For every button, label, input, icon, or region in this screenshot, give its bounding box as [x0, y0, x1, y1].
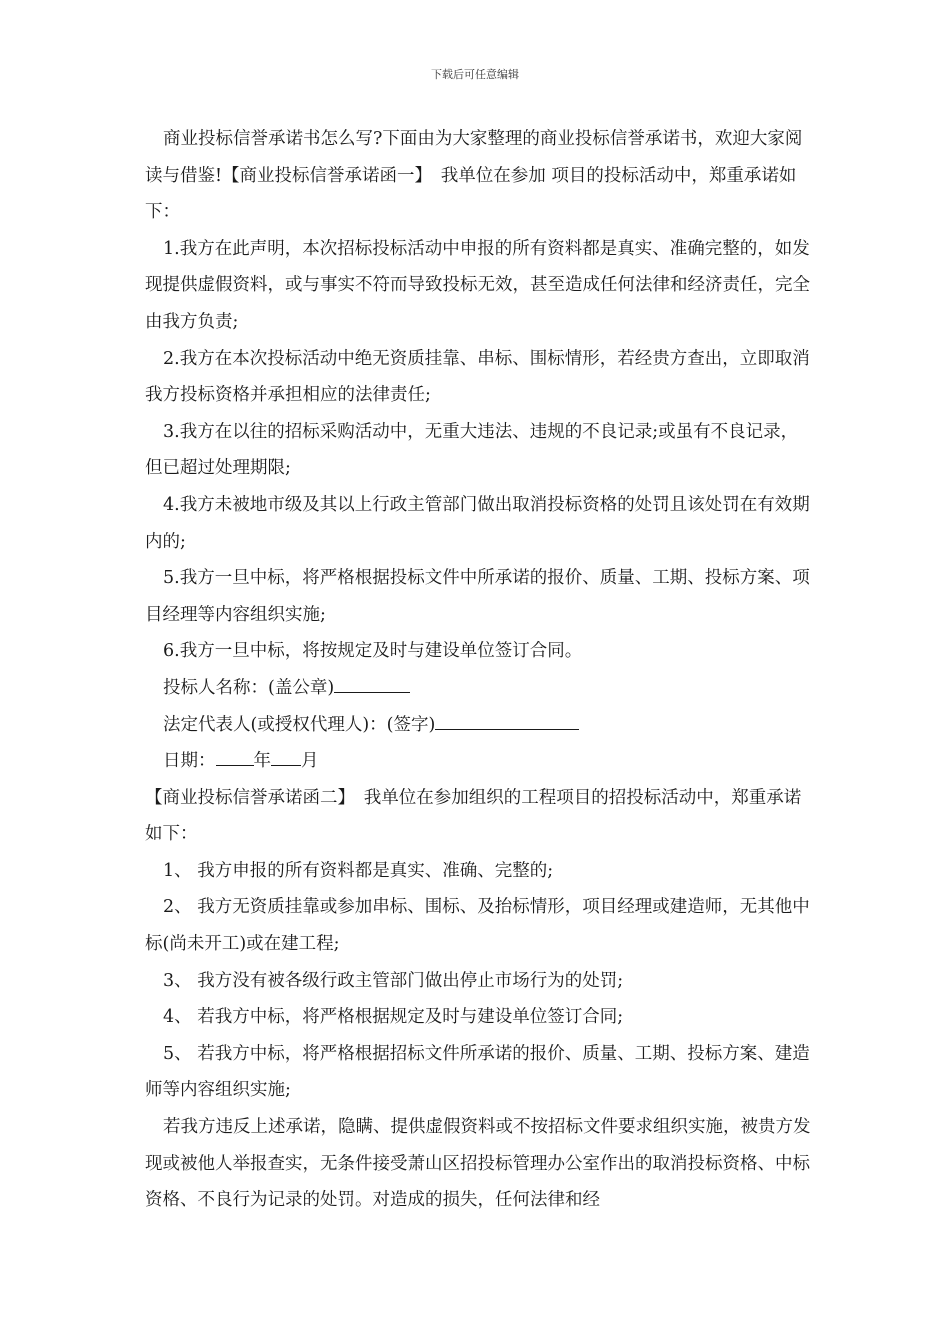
month-blank: [271, 745, 301, 766]
document-body: [145, 121, 815, 1219]
commitment-item-3: 3.我方在以往的招标采购活动中，无重大违法、违规的不良记录;或虽有不良记录，但已超过处理期限;: [145, 421, 799, 479]
commitment-item-6: 6.我方一旦中标，将按规定及时与建设单位签订合同。: [163, 641, 583, 662]
bidder-name-line: [145, 670, 815, 707]
commitment-item-5: 5.我方一旦中标，将严格根据投标文件中所承诺的报价、质量、工期、投标方案、项目经理等内容组织实施;: [145, 568, 810, 625]
date-line: [145, 743, 815, 780]
bidder-name-blank: [334, 672, 410, 693]
year-blank: [216, 745, 254, 766]
letter2-item-1: 1、 我方申报的所有资料都是真实、准确、完整的;: [163, 860, 554, 881]
commitment-item-4: 4.我方未被地市级及其以上行政主管部门做出取消投标资格的处罚且该处罚在有效期内的;: [145, 494, 810, 552]
letter2-item-5: 5、 若我方中标，将严格根据招标文件所承诺的报价、质量、工期、投标方案、建造师等内容组织实施;: [145, 1043, 810, 1101]
letter2-closing: 若我方违反上述承诺，隐瞒、提供虚假资料或不按招标文件要求组织实施，被贵方发现或被他人举报查实，无条件接受萧山区招投标管理办公室作出的取消投标资格、中标资格、不良行为记录的处罚。对造成的损失，任何法律和经: [145, 1117, 811, 1211]
page-header: 下载后可任意编辑: [431, 68, 519, 81]
legal-representative-label: 法定代表人(或授权代理人)：(签字): [163, 714, 436, 735]
intro-paragraph: 商业投标信誉承诺书怎么写?下面由为大家整理的商业投标信誉承诺书，欢迎大家阅读与借鉴!【商业投标信誉承诺函一】 我单位在参加 项目的投标活动中，郑重承诺如下：: [145, 129, 803, 223]
commitment-item-1: 1.我方在此声明，本次招标投标活动中申报的所有资料都是真实、准确完整的，如发现提供虚假资料，或与事实不符而导致投标无效，甚至造成任何法律和经济责任，完全由我方负责;: [145, 238, 810, 332]
commitment-item-2: 2.我方在本次投标活动中绝无资质挂靠、串标、围标情形，若经贵方查出，立即取消我方投标资格并承担相应的法律责任;: [145, 348, 810, 406]
letter2-item-2: 2、 我方无资质挂靠或参加串标、围标、及抬标情形，项目经理或建造师，无其他中标(尚未开工)或在建工程;: [145, 897, 810, 955]
letter2-item-3: 3、 我方没有被各级行政主管部门做出停止市场行为的处罚;: [163, 970, 624, 991]
date-label: 日期：: [163, 751, 216, 772]
legal-representative-blank: [435, 709, 579, 730]
month-label: 月: [301, 751, 319, 772]
bidder-name-label: 投标人名称：(盖公章): [163, 677, 335, 698]
letter2-item-4: 4、 若我方中标，将严格根据规定及时与建设单位签订合同;: [163, 1007, 624, 1028]
legal-representative-line: [145, 707, 815, 744]
year-label: 年: [253, 751, 271, 772]
letter2-intro: 【商业投标信誉承诺函二】 我单位在参加组织的工程项目的招投标活动中，郑重承诺如下：: [145, 787, 802, 845]
